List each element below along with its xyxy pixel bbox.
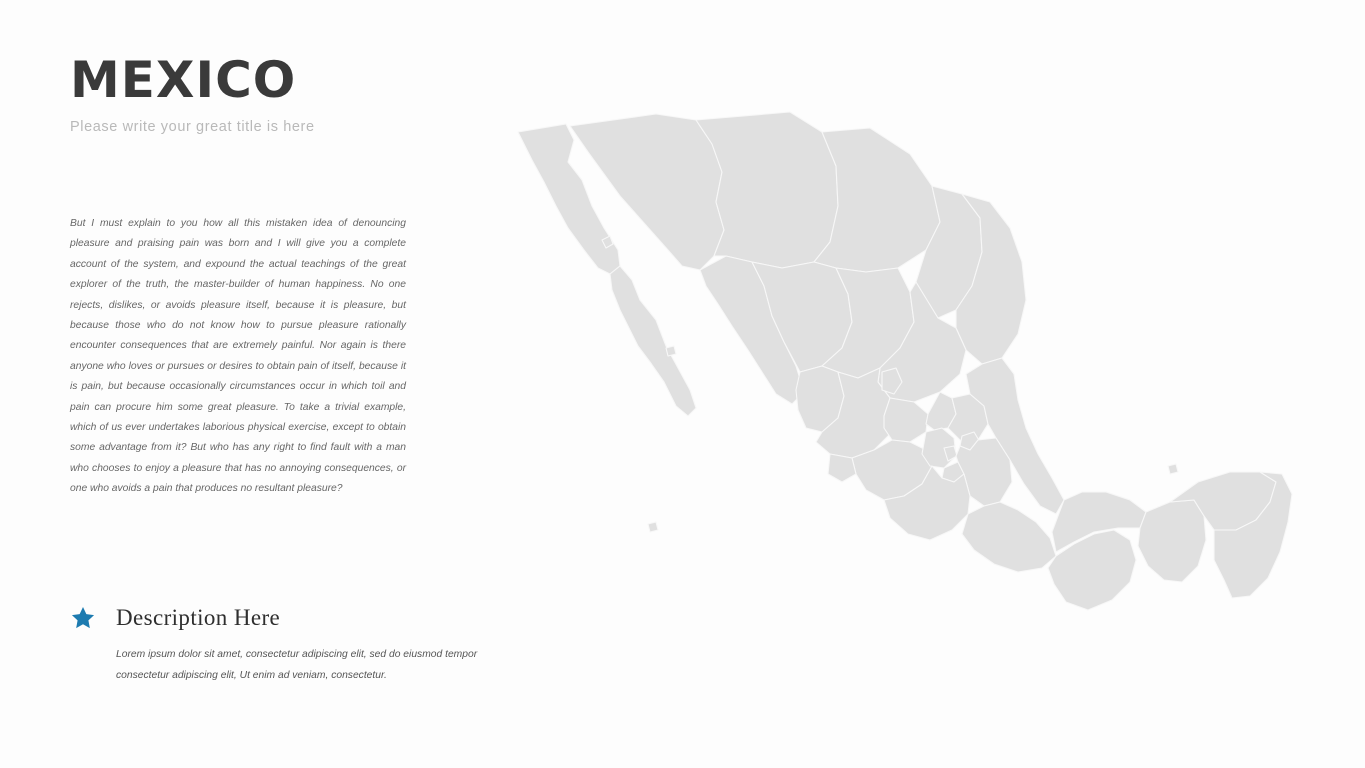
island-small-3[interactable]: [1168, 464, 1178, 474]
island-revillagigedo[interactable]: [648, 522, 658, 532]
page-title: MEXICO: [70, 51, 297, 109]
page-subtitle: Please write your great title is here: [70, 119, 315, 135]
description-text: Lorem ipsum dolor sit amet, consectetur adipiscing elit, sed do eiusmod tempor consectetur adipiscing elit, Ut enim ad veniam, consectetur.: [116, 649, 478, 681]
body-paragraph: But I must explain to you how all this mistaken idea of denouncing pleasure and praising pain was born and I will give you a complete account of the system, and expound the actual teachings of the great explorer of the truth, the master-builder of human happiness. No one rejects, dislikes, or avoids pleasure itself, because it is pleasure, but because those who do not know how to pursue pleasure rationally encounter consequences that are extremely painful. Nor again is there anyone who loves or pursues or desires to obtain pain of itself, because it is pain, but because occasionally circumstances occur in which toil and pain can procure him some great pleasure. To take a trivial example, which of us ever undertakes laborious physical exercise, except to obtain some advantage from it? But who has any right to find fault with a man who chooses to enjoy a pleasure that has no annoying consequences, or one who avoids a pain that produces no resultant pleasure?: [70, 218, 406, 495]
mexico-map[interactable]: [470, 110, 1350, 690]
state-oaxaca[interactable]: [962, 502, 1056, 572]
state-baja-california-sur[interactable]: [610, 266, 696, 416]
mexico-map-svg: [470, 110, 1350, 690]
island-small-2[interactable]: [666, 346, 676, 356]
state-colima[interactable]: [828, 454, 856, 482]
map-states-group: [518, 112, 1292, 610]
state-campeche[interactable]: [1138, 500, 1206, 582]
star-icon: [70, 605, 96, 631]
description-title: Description Here: [116, 605, 281, 630]
state-guanajuato[interactable]: [884, 398, 928, 442]
title-block: [70, 51, 530, 135]
